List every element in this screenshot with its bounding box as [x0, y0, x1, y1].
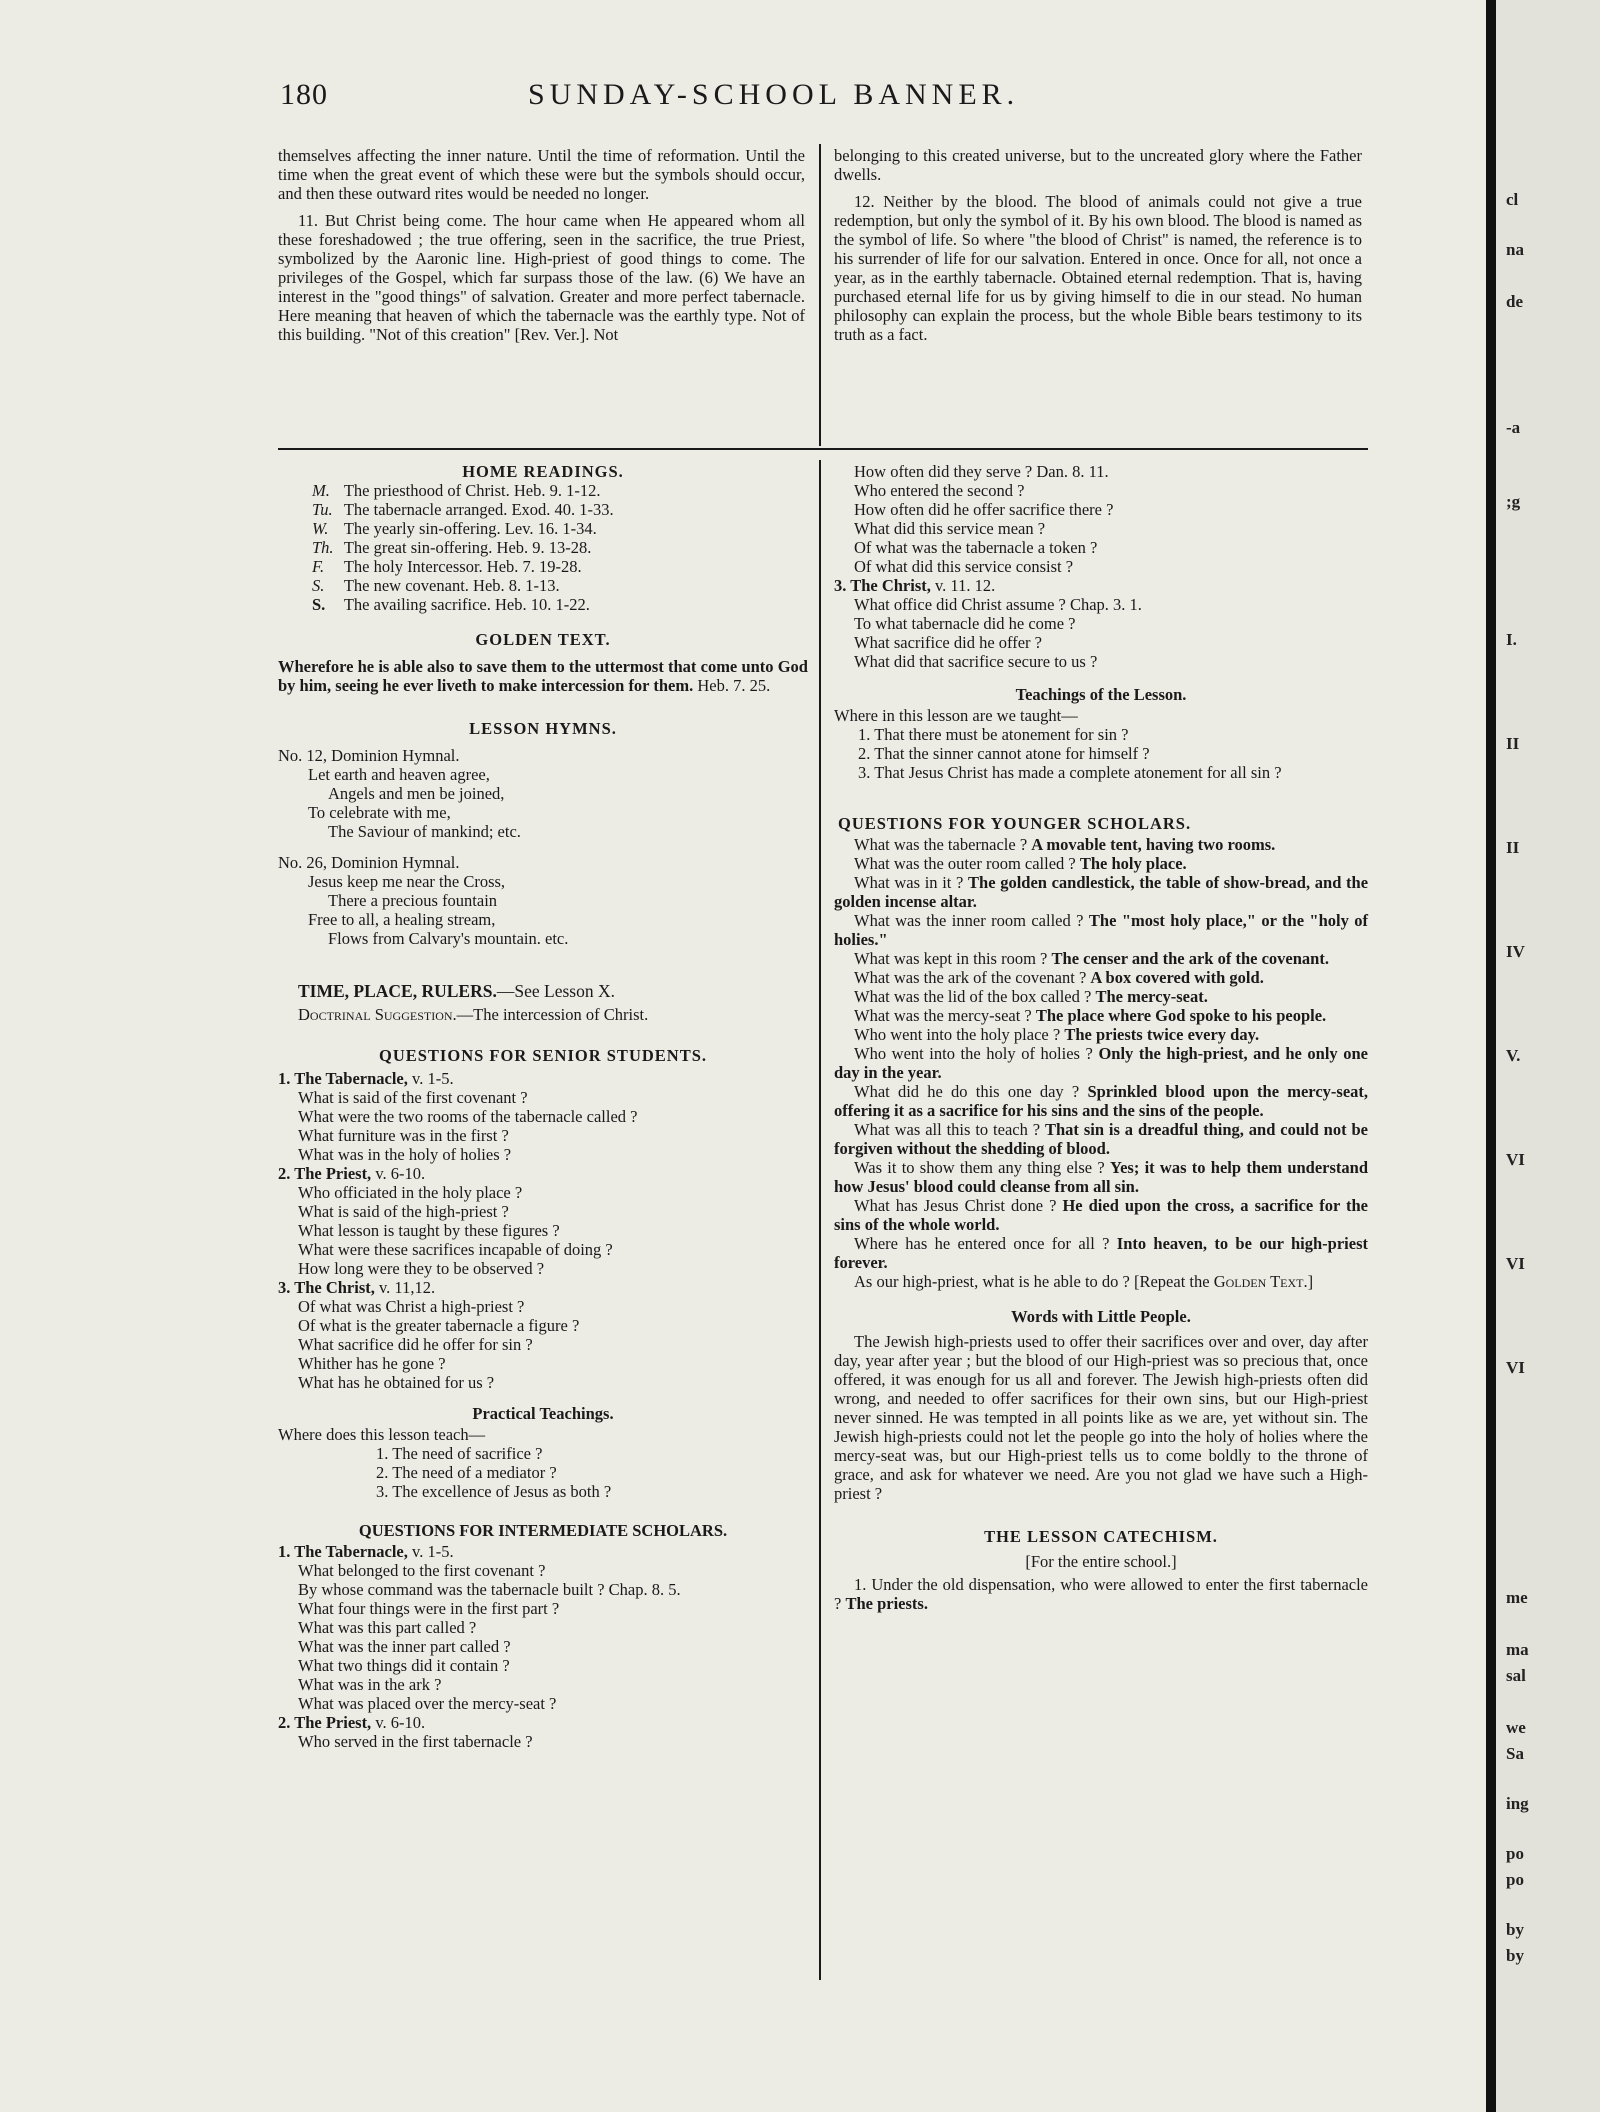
catechism-subtitle: [For the entire school.]	[1025, 1552, 1177, 1571]
little-people-title: Words with Little People.	[1011, 1307, 1191, 1326]
facing-page-fragment: ma	[1506, 1640, 1529, 1659]
question: What lesson is taught by these figures ?	[298, 1221, 560, 1240]
time-place-rulers: TIME, PLACE, RULERS.—See Lesson X.	[298, 981, 615, 1001]
question: What has he obtained for us ?	[298, 1373, 495, 1392]
question-answer: What was the inner room called ? The "most holy place," or the "holy of holies."	[834, 911, 1369, 949]
facing-page-fragment: I.	[1506, 630, 1517, 649]
question-answer: What was in it ? The golden candlestick, the table of show-bread, and the golden incense altar.	[834, 873, 1369, 911]
question: To what tabernacle did he come ?	[854, 614, 1076, 633]
question-answer: Where has he entered once for all ? Into heaven, to be our high-priest forever.	[834, 1234, 1369, 1272]
practical-teachings-title: Practical Teachings.	[472, 1404, 614, 1423]
question-answer: Who went into the holy of holies ? Only the high-priest, and he only one day in the year.	[834, 1044, 1368, 1082]
hymn-number: No. 26, Dominion Hymnal.	[278, 853, 460, 872]
younger-questions	[834, 835, 1368, 1291]
facing-page-fragment: -a	[1506, 418, 1521, 437]
practical-item: 1. The need of sacrifice ?	[376, 1444, 543, 1463]
reading-item: Tu. The tabernacle arranged. Exod. 40. 1-33.	[312, 500, 614, 519]
facing-page-fragment: VI	[1506, 1254, 1525, 1273]
little-people-text: The Jewish high-priests used to offer their sacrifices over and over, day after day, year after year ; but the blood of our High-priest was so precious that, once offered, it was enough for us all and forever. The Jewish high-priests often did wrong, and needed to offer sacrifices for their own sins, but our High-priest never sinned. He was tempted in all points like as we are, yet without sin. The Jewish high-priests could not let the people go into the holy of holies where the mercy-seat was, but our High-priest tells us to come boldly to the throne of grace, and ask for whatever we need. Are you not glad we have such a High-priest ?	[834, 1332, 1368, 1503]
question: What were these sacrifices incapable of doing ?	[298, 1240, 613, 1259]
question: What were the two rooms of the tabernacle called ?	[298, 1107, 638, 1126]
golden-text: Wherefore he is able also to save them to the uttermost that come unto God by him, seeing he ever liveth to make intercession for them. Heb. 7. 25.	[278, 657, 808, 695]
question-section-head: 3. The Christ, v. 11. 12.	[834, 576, 996, 595]
reading-item: F. The holy Intercessor. Heb. 7. 19-28.	[312, 557, 582, 576]
question: What was this part called ?	[298, 1618, 477, 1637]
facing-page-fragment: II	[1506, 838, 1520, 857]
question: Who officiated in the holy place ?	[298, 1183, 523, 1202]
intermediate-questions-title: QUESTIONS FOR INTERMEDIATE SCHOLARS.	[358, 1521, 728, 1540]
question: Who entered the second ?	[854, 481, 1025, 500]
reading-item: W. The yearly sin-offering. Lev. 16. 1-34.	[312, 519, 597, 538]
home-readings-list	[278, 481, 808, 614]
question: What sacrifice did he offer for sin ?	[298, 1335, 533, 1354]
younger-questions-title: QUESTIONS FOR YOUNGER SCHOLARS.	[838, 814, 1192, 833]
facing-page-fragment: cl	[1506, 190, 1519, 209]
facing-page-fragment: V.	[1506, 1046, 1521, 1065]
question-section-head: 2. The Priest, v. 6-10.	[278, 1164, 426, 1183]
question-answer: Who went into the holy place ? The priests twice every day.	[854, 1025, 1260, 1044]
question: Of what is the greater tabernacle a figure ?	[298, 1316, 580, 1335]
practical-item: 3. The excellence of Jesus as both ?	[376, 1482, 612, 1501]
column-divider	[819, 144, 821, 446]
reading-item: M. The priesthood of Christ. Heb. 9. 1-12.	[312, 481, 601, 500]
facing-page-fragment: sal	[1506, 1666, 1526, 1685]
facing-page-fragment: na	[1506, 240, 1524, 259]
question: What office did Christ assume ? Chap. 3. 1.	[854, 595, 1142, 614]
page-number: 180	[280, 78, 328, 111]
page-header	[280, 78, 1210, 118]
teaching-item: 1. That there must be atonement for sin ?	[858, 725, 1129, 744]
question: How often did he offer sacrifice there ?	[854, 500, 1114, 519]
question: What was the inner part called ?	[298, 1637, 511, 1656]
senior-questions-title: QUESTIONS FOR SENIOR STUDENTS.	[379, 1046, 707, 1065]
facing-page-fragment: VI	[1506, 1150, 1525, 1169]
facing-page-edge	[1496, 0, 1600, 2112]
practical-intro: Where does this lesson teach—	[278, 1425, 486, 1444]
lesson-hymns-title: LESSON HYMNS.	[469, 719, 617, 738]
question-answer: What did he do this one day ? Sprinkled blood upon the mercy-seat, offering it as a sacrifice for his sins and the sins of the people.	[834, 1082, 1369, 1120]
question: How often did they serve ? Dan. 8. 11.	[854, 462, 1109, 481]
question-answer: What was all this to teach ? That sin is a dreadful thing, and could not be forgiven without the shedding of blood.	[834, 1120, 1369, 1158]
facing-page-fragment: IV	[1506, 942, 1525, 961]
facing-page-fragment: by	[1506, 1920, 1524, 1939]
question: What did this service mean ?	[854, 519, 1046, 538]
question: What furniture was in the first ?	[298, 1126, 509, 1145]
binding-gutter	[1486, 0, 1496, 2112]
hymn-verse: Jesus keep me near the Cross, There a precious fountain Free to all, a healing stream, Flows from Calvary's mountain. etc.	[308, 872, 569, 948]
question: What four things were in the first part ?	[298, 1599, 560, 1618]
question: Who served in the first tabernacle ?	[298, 1732, 533, 1751]
facing-page-fragment: po	[1506, 1844, 1524, 1863]
question-answer: As our high-priest, what is he able to do ? [Repeat the Golden Text.]	[854, 1272, 1314, 1291]
commentary-paragraph: 12. Neither by the blood. The blood of animals could not give a true redemption, but only the symbol of it. By his own blood. The blood is named as the symbol of life. So where "the blood of Christ" is named, the reference is to his surrender of life for our salvation. Entered in once. Once for all, not once a year, as in the earthly tabernacle. Obtained eternal redemption. That is, having purchased eternal life for us by giving himself to die in our stead. No human philosophy can explain the process, but the whole Bible bears testimony to its truth as a fact.	[834, 192, 1362, 344]
hymn-verse: Let earth and heaven agree, Angels and men be joined, To celebrate with me, The Saviour of mankind; etc.	[308, 765, 521, 841]
practical-item: 2. The need of a mediator ?	[376, 1463, 557, 1482]
commentary-paragraph: 11. But Christ being come. The hour came when He appeared whom all these foreshadowed ; the true offering, seen in the sacrifice, the true Priest, symbolized by the Aaronic line. High-priest of good things to come. The privileges of the Gospel, which far surpass those of the law. (6) We have an interest in the "good things" of salvation. Greater and more perfect tabernacle. Here meaning that heaven of which the tabernacle was the earthly type. Not of this building. "Not of this creation" [Rev. Ver.]. Not	[278, 211, 805, 344]
commentary-right	[834, 146, 1362, 344]
facing-page-fragment: ;g	[1506, 492, 1521, 511]
section-rule	[278, 448, 1368, 450]
catechism-title: THE LESSON CATECHISM.	[984, 1527, 1218, 1546]
intermediate-questions	[278, 1542, 808, 1751]
question: By whose command was the tabernacle built ? Chap. 8. 5.	[298, 1580, 681, 1599]
golden-text-title: GOLDEN TEXT.	[475, 630, 611, 649]
commentary-paragraph: belonging to this created universe, but to the uncreated glory where the Father dwells.	[834, 146, 1362, 184]
question-answer: What was the outer room called ? The holy place.	[854, 854, 1187, 873]
facing-page-fragment: VI	[1506, 1358, 1525, 1377]
facing-page-fragment: po	[1506, 1870, 1524, 1889]
facing-page-fragment: by	[1506, 1946, 1524, 1965]
facing-page-fragment: ing	[1506, 1794, 1529, 1813]
hymn-number: No. 12, Dominion Hymnal.	[278, 746, 460, 765]
question: Whither has he gone ?	[298, 1354, 446, 1373]
facing-page-fragment: we	[1506, 1718, 1526, 1737]
question: Of what was Christ a high-priest ?	[298, 1297, 525, 1316]
teachings-intro: Where in this lesson are we taught—	[834, 706, 1078, 725]
column-divider	[819, 460, 821, 1980]
question: What was in the ark ?	[298, 1675, 442, 1694]
question: What was in the holy of holies ?	[298, 1145, 512, 1164]
facing-page-fragment: de	[1506, 292, 1523, 311]
question-answer: What was the lid of the box called ? The mercy-seat.	[854, 987, 1208, 1006]
reading-item: S. The availing sacrifice. Heb. 10. 1-22.	[312, 595, 590, 614]
question-section-head: 3. The Christ, v. 11,12.	[278, 1278, 436, 1297]
reading-item: S. The new covenant. Heb. 8. 1-13.	[312, 576, 560, 595]
question: What is said of the first covenant ?	[298, 1088, 528, 1107]
question-answer: What was the mercy-seat ? The place where God spoke to his people.	[854, 1006, 1327, 1025]
question-answer: What was kept in this room ? The censer and the ark of the covenant.	[854, 949, 1329, 968]
running-title: SUNDAY-SCHOOL BANNER.	[528, 78, 1020, 111]
facing-page-fragment: Sa	[1506, 1744, 1524, 1763]
facing-page-fragment: II	[1506, 734, 1520, 753]
commentary-left	[278, 146, 805, 344]
question: What is said of the high-priest ?	[298, 1202, 509, 1221]
question-section-head: 1. The Tabernacle, v. 1-5.	[278, 1069, 454, 1088]
question-answer: What was the ark of the covenant ? A box covered with gold.	[854, 968, 1264, 987]
home-readings-title: HOME READINGS.	[462, 462, 624, 481]
facing-page-fragment: me	[1506, 1588, 1528, 1607]
catechism-question: 1. Under the old dispensation, who were allowed to enter the first tabernacle ? The priests.	[834, 1575, 1368, 1613]
question: What two things did it contain ?	[298, 1656, 510, 1675]
question: Of what did this service consist ?	[854, 557, 1074, 576]
question: What belonged to the first covenant ?	[298, 1561, 546, 1580]
question-section-head: 2. The Priest, v. 6-10.	[278, 1713, 426, 1732]
intermediate-questions-continued	[834, 462, 1368, 671]
question-section-head: 1. The Tabernacle, v. 1-5.	[278, 1542, 454, 1561]
teaching-item: 2. That the sinner cannot atone for himself ?	[858, 744, 1150, 763]
question: How long were they to be observed ?	[298, 1259, 545, 1278]
question: What sacrifice did he offer ?	[854, 633, 1042, 652]
question-answer: Was it to show them any thing else ? Yes; it was to help them understand how Jesus' blood could cleanse from all sin.	[834, 1158, 1369, 1196]
senior-questions	[278, 1069, 808, 1392]
doctrinal-suggestion: Doctrinal Suggestion.—The intercession of Christ.	[298, 1005, 649, 1024]
lesson-right-column	[834, 462, 1368, 1613]
reading-item: Th. The great sin-offering. Heb. 9. 13-28.	[312, 538, 592, 557]
question-answer: What has Jesus Christ done ? He died upon the cross, a sacrifice for the sins of the whole world.	[834, 1196, 1368, 1234]
question-answer: What was the tabernacle ? A movable tent, having two rooms.	[854, 835, 1276, 854]
teachings-title: Teachings of the Lesson.	[1015, 685, 1187, 704]
lesson-left-column	[278, 462, 808, 1751]
question: What did that sacrifice secure to us ?	[854, 652, 1098, 671]
question: Of what was the tabernacle a token ?	[854, 538, 1098, 557]
question: What was placed over the mercy-seat ?	[298, 1694, 557, 1713]
teaching-item: 3. That Jesus Christ has made a complete atonement for all sin ?	[858, 763, 1282, 782]
commentary-paragraph: themselves affecting the inner nature. Until the time of reformation. Until the time when the great event of which these were but the symbols should occur, and then these outward rites would be needed no longer.	[278, 146, 805, 203]
